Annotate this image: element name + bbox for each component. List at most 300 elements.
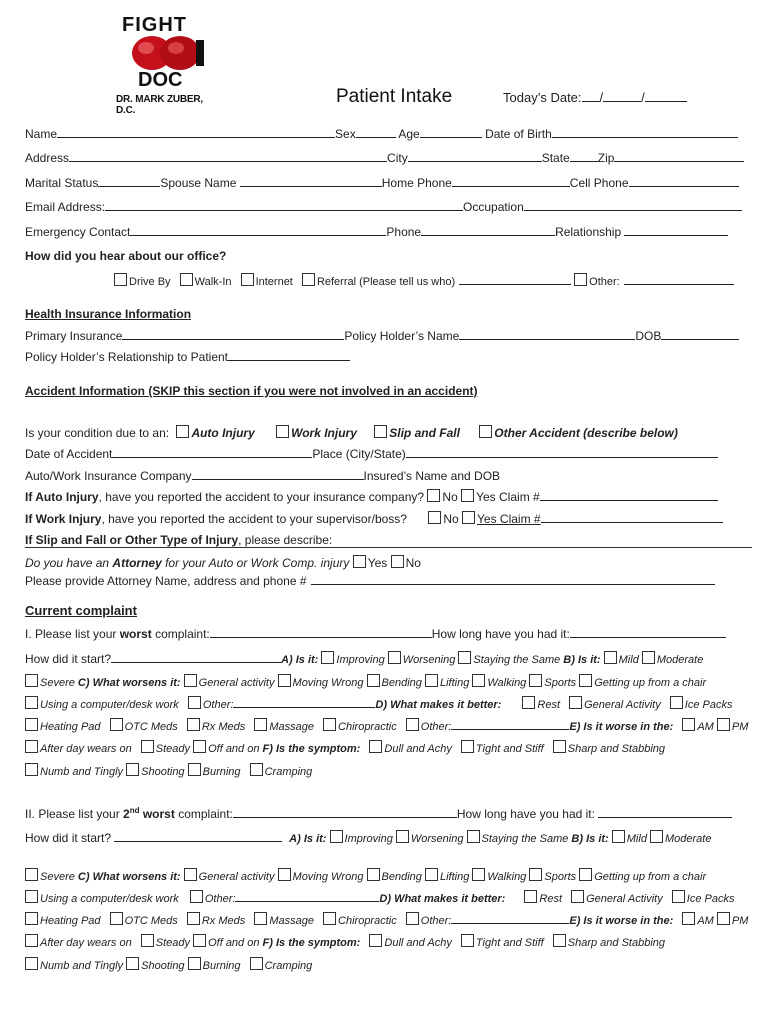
row-auto-reported — [25, 489, 752, 507]
c1-b3: Heating Pad — [40, 721, 101, 733]
accident-date-field[interactable] — [112, 446, 312, 458]
state-field[interactable] — [570, 150, 598, 162]
holder-rel-label: Policy Holder’s Relationship to Patient — [25, 350, 228, 364]
c2-steady-checkbox[interactable] — [141, 934, 154, 947]
c2-improving-checkbox[interactable] — [330, 830, 343, 843]
work-b-label: If Work Injury — [25, 512, 102, 526]
referral-label: Referral (Please tell us who) — [316, 276, 456, 288]
drive-by-label: Drive By — [129, 276, 171, 288]
c1-improving: Improving — [336, 654, 385, 666]
occupation-field[interactable] — [524, 199, 742, 211]
c1-severe-checkbox[interactable] — [25, 674, 38, 687]
c2-w0: General activity — [198, 871, 275, 883]
c1-walking-checkbox[interactable] — [472, 674, 485, 687]
c2-other-worsens-field[interactable] — [235, 890, 379, 902]
internet-label: Internet — [255, 276, 293, 288]
c2-lifting-checkbox[interactable] — [425, 868, 438, 881]
c2-w2: Bending — [381, 871, 422, 883]
date-year-field[interactable] — [645, 90, 687, 102]
row-c1-list — [25, 626, 752, 644]
c2-other-b: Other: — [420, 915, 452, 927]
c2-same-checkbox[interactable] — [467, 830, 480, 843]
c1-w2: Bending — [381, 677, 422, 689]
date-day-field[interactable] — [603, 90, 641, 102]
c1-other-worsens-checkbox[interactable] — [188, 696, 201, 709]
row-c1-better — [25, 696, 752, 714]
c2-e-worse: E) Is it worse in the: — [569, 915, 674, 927]
c2-s5: Burning — [202, 960, 241, 972]
c1-b0: Rest — [537, 699, 561, 711]
c2-2: 2 — [123, 807, 130, 821]
c2-shooting-checkbox[interactable] — [126, 957, 139, 970]
c2-w3: Lifting — [439, 871, 470, 883]
row-c1-symptom2 — [25, 763, 752, 781]
c2-b-is-it: B) Is it: — [571, 833, 609, 845]
c2-pm: PM — [731, 915, 749, 927]
c2-after-day: After day wears on — [40, 937, 132, 949]
c1-cramping-checkbox[interactable] — [250, 763, 263, 776]
logo-line1: FIGHT — [122, 14, 187, 36]
boxing-gloves-icon — [130, 34, 204, 72]
c1-pre: I. Please list your — [25, 627, 120, 641]
auto-q-label: , have you reported the accident to your insurance company? — [98, 490, 425, 504]
sex-label: Sex — [335, 127, 356, 141]
c2-worst: worst — [139, 807, 175, 821]
cell-phone-label: Cell Phone — [569, 176, 629, 190]
other-accident-label: Other Accident (describe below) — [494, 426, 678, 440]
age-label: Age — [398, 127, 420, 141]
c2-complaint-field[interactable] — [233, 806, 457, 818]
zip-label: Zip — [597, 151, 615, 165]
c2-s2: Sharp and Stabbing — [567, 937, 666, 949]
c2-bending-checkbox[interactable] — [367, 868, 380, 881]
marital-field[interactable] — [98, 175, 160, 187]
row-work-reported — [25, 511, 752, 529]
row-accident-company — [25, 468, 752, 486]
row-attorney-info — [25, 573, 752, 591]
attorney-no-checkbox[interactable] — [391, 555, 404, 568]
c2-mild-checkbox[interactable] — [612, 830, 625, 843]
row-accident-date — [25, 446, 752, 464]
c2-worsening-checkbox[interactable] — [396, 830, 409, 843]
phone-field[interactable] — [421, 224, 555, 236]
phone-label: Phone — [386, 225, 422, 239]
c2-pre: II. Please list your — [25, 807, 124, 821]
age-field[interactable] — [420, 126, 482, 138]
primary-label: Primary Insurance — [25, 329, 123, 343]
c1-complaint-field[interactable] — [210, 626, 432, 638]
c2-same: Staying the Same — [481, 833, 569, 845]
c2-steady: Steady — [155, 937, 191, 949]
c2-other-worsens-checkbox[interactable] — [190, 890, 203, 903]
c1-otc-checkbox[interactable] — [110, 718, 123, 731]
c2-mild: Mild — [626, 833, 647, 845]
attorney-no-label: No — [405, 556, 421, 570]
c2-cramping-checkbox[interactable] — [250, 957, 263, 970]
c1-b4: OTC Meds — [124, 721, 178, 733]
c1-how-long-field[interactable] — [570, 626, 726, 638]
c2-sharp-checkbox[interactable] — [553, 934, 566, 947]
c1-b5: Rx Meds — [201, 721, 246, 733]
city-label: City — [387, 151, 408, 165]
c1-worst: worst — [119, 627, 152, 641]
c2-off-on-checkbox[interactable] — [193, 934, 206, 947]
work-no-checkbox[interactable] — [428, 511, 441, 524]
c2-moderate: Moderate — [665, 833, 712, 845]
logo-line3: DR. MARK ZUBER, D.C. — [116, 94, 203, 116]
c2-s3: Numb and Tingly — [40, 960, 124, 972]
c1-b7: Chiropractic — [338, 721, 397, 733]
row-name — [25, 126, 752, 144]
c1-after-day-checkbox[interactable] — [25, 740, 38, 753]
auto-yes-label: Yes Claim # — [476, 490, 540, 504]
c2-s6: Cramping — [264, 960, 313, 972]
c1-s6: Cramping — [264, 766, 313, 778]
c2-d-better: D) What makes it better: — [379, 893, 506, 905]
place-field[interactable] — [406, 446, 718, 458]
other-checkbox[interactable] — [574, 273, 587, 286]
due-label: Is your condition due to an: — [25, 426, 170, 440]
c2-b1: General Activity — [586, 893, 663, 905]
auto-yes-checkbox[interactable] — [461, 489, 474, 502]
c2-s1: Tight and Stiff — [475, 937, 544, 949]
holder-rel-field[interactable] — [228, 349, 350, 361]
c2-f-symptom: F) Is the symptom: — [262, 937, 361, 949]
insurance-heading: Health Insurance Information — [25, 307, 192, 321]
c1-moderate: Moderate — [656, 654, 704, 666]
c1-c-worsens: C) What worsens it: — [77, 677, 181, 689]
c1-other-better-checkbox[interactable] — [406, 718, 419, 731]
other-label: Other: — [589, 276, 620, 288]
c2-moving-wrong-checkbox[interactable] — [278, 868, 291, 881]
c1-same-checkbox[interactable] — [458, 651, 471, 664]
c1-e-worse: E) Is it worse in the: — [569, 721, 674, 733]
dob-label: Date of Birth — [485, 127, 552, 141]
referral-checkbox[interactable] — [302, 273, 315, 286]
c2-tight-checkbox[interactable] — [461, 934, 474, 947]
work-injury-label: Work Injury — [291, 426, 357, 440]
c1-off-on: Off and on — [208, 743, 260, 755]
row-c1-start — [25, 651, 752, 669]
row-c2-start — [25, 830, 752, 848]
row-c2-list — [25, 806, 752, 824]
c2-burning-checkbox[interactable] — [188, 957, 201, 970]
c2-improving: Improving — [344, 833, 393, 845]
c2-how-start-field[interactable] — [114, 830, 282, 842]
c2-after-day-checkbox[interactable] — [25, 934, 38, 947]
accident-date-label: Date of Accident — [25, 447, 113, 461]
auto-no-checkbox[interactable] — [427, 489, 440, 502]
c1-same: Staying the Same — [473, 654, 561, 666]
c1-other-worsens-field[interactable] — [233, 696, 375, 708]
c1-how-start: How did it start? — [25, 652, 112, 666]
todays-date-label: Today’s Date: — [503, 90, 582, 105]
work-claim-field[interactable] — [541, 511, 723, 523]
relationship-field[interactable] — [624, 224, 728, 236]
c2-massage-checkbox[interactable] — [254, 912, 267, 925]
cell-phone-field[interactable] — [629, 175, 739, 187]
c1-w6: Getting up from a chair — [594, 677, 707, 689]
accident-heading: Accident Information (SKIP this section if you were not involved in an accident) — [25, 384, 478, 398]
c1-moving-wrong-checkbox[interactable] — [278, 674, 291, 687]
row-c2-better2 — [25, 912, 752, 930]
row-slip-describe — [25, 533, 752, 551]
c2-w5: Sports — [544, 871, 577, 883]
c1-steady-checkbox[interactable] — [141, 740, 154, 753]
c1-d-better: D) What makes it better: — [375, 699, 502, 711]
c1-s1: Tight and Stiff — [475, 743, 544, 755]
dob-field[interactable] — [552, 126, 738, 138]
other-field[interactable] — [624, 273, 734, 285]
c1-lifting-checkbox[interactable] — [425, 674, 438, 687]
c2-b2: Ice Packs — [686, 893, 735, 905]
c2-other: Other: — [204, 893, 236, 905]
todays-date — [503, 90, 687, 105]
auto-injury-checkbox[interactable] — [176, 425, 189, 438]
ins-dob-field[interactable] — [661, 328, 739, 340]
c2-rest-checkbox[interactable] — [524, 890, 537, 903]
c2-walking-checkbox[interactable] — [472, 868, 485, 881]
company-field[interactable] — [192, 468, 364, 480]
home-phone-field[interactable] — [452, 175, 570, 187]
c1-steady: Steady — [155, 743, 191, 755]
c2-dull-checkbox[interactable] — [369, 934, 382, 947]
c1-off-on-checkbox[interactable] — [193, 740, 206, 753]
row-emergency — [25, 224, 752, 242]
c2-getting-up-checkbox[interactable] — [579, 868, 592, 881]
slip-b-label: If Slip and Fall or Other Type of Injury — [25, 533, 239, 547]
c2-other-better-checkbox[interactable] — [406, 912, 419, 925]
c1-gen-act-checkbox[interactable] — [569, 696, 582, 709]
walk-in-label: Walk-In — [194, 276, 232, 288]
holder-label: Policy Holder’s Name — [344, 329, 460, 343]
address-label: Address — [25, 151, 70, 165]
c2-severe-checkbox[interactable] — [25, 868, 38, 881]
c1-sports-checkbox[interactable] — [529, 674, 542, 687]
c2-b4: OTC Meds — [124, 915, 178, 927]
c1-am: AM — [697, 721, 714, 733]
c1-b-is-it: B) Is it: — [563, 654, 601, 666]
c1-pm-checkbox[interactable] — [717, 718, 730, 731]
row-hear-options — [114, 273, 752, 291]
internet-checkbox[interactable] — [241, 273, 254, 286]
row-accident-types — [25, 425, 752, 443]
c2-sports-checkbox[interactable] — [529, 868, 542, 881]
c1-w0: General activity — [198, 677, 275, 689]
c1-other: Other: — [202, 699, 234, 711]
c1-heating-checkbox[interactable] — [25, 718, 38, 731]
c1-after-day: After day wears on — [40, 743, 132, 755]
c1-shooting-checkbox[interactable] — [126, 763, 139, 776]
name-field[interactable] — [57, 126, 335, 138]
c1-sharp-checkbox[interactable] — [553, 740, 566, 753]
c1-b1: General Activity — [584, 699, 661, 711]
c2-moderate-checkbox[interactable] — [650, 830, 663, 843]
c2-nd: nd — [129, 806, 140, 815]
c1-worsening: Worsening — [402, 654, 456, 666]
c2-s0: Dull and Achy — [384, 937, 452, 949]
c2-am-checkbox[interactable] — [682, 912, 695, 925]
c1-massage-checkbox[interactable] — [254, 718, 267, 731]
c2-numb-checkbox[interactable] — [25, 957, 38, 970]
row-c1-better2 — [25, 718, 752, 736]
c1-am-checkbox[interactable] — [682, 718, 695, 731]
c1-b6: Massage — [269, 721, 314, 733]
c1-rest-checkbox[interactable] — [522, 696, 535, 709]
c2-w1: Moving Wrong — [292, 871, 364, 883]
c2-c-worsens: C) What worsens it: — [77, 871, 181, 883]
c2-pm-checkbox[interactable] — [717, 912, 730, 925]
c1-ice-checkbox[interactable] — [670, 696, 683, 709]
slip-describe-line[interactable] — [25, 547, 752, 548]
c2-worsening: Worsening — [410, 833, 464, 845]
city-field[interactable] — [408, 150, 542, 162]
c2-b3: Heating Pad — [40, 915, 101, 927]
c1-rx-checkbox[interactable] — [187, 718, 200, 731]
ins-dob-label: DOB — [635, 329, 662, 343]
auto-b-label: If Auto Injury — [25, 490, 99, 504]
primary-field[interactable] — [122, 328, 344, 340]
c2-s4: Shooting — [141, 960, 185, 972]
c1-s2: Sharp and Stabbing — [567, 743, 666, 755]
c1-other-better-field[interactable] — [451, 718, 569, 730]
c2-how-start: How did it start? — [25, 831, 112, 845]
c1-post: complaint: — [151, 627, 210, 641]
c1-s3: Numb and Tingly — [40, 766, 124, 778]
c2-w4: Walking — [487, 871, 527, 883]
c1-getting-up-checkbox[interactable] — [579, 674, 592, 687]
row-email — [25, 199, 752, 217]
marital-label: Marital Status — [25, 176, 99, 190]
row-c2-better — [25, 890, 752, 908]
emergency-field[interactable] — [130, 224, 386, 236]
emergency-label: Emergency Contact — [25, 225, 131, 239]
c1-burning-checkbox[interactable] — [188, 763, 201, 776]
c1-w5: Sports — [544, 677, 577, 689]
c1-mild-checkbox[interactable] — [604, 651, 617, 664]
attorney-info-field[interactable] — [311, 573, 715, 585]
c1-s0: Dull and Achy — [384, 743, 452, 755]
c1-w3: Lifting — [439, 677, 470, 689]
drive-by-checkbox[interactable] — [114, 273, 127, 286]
c2-b0: Rest — [539, 893, 563, 905]
c1-computer-checkbox[interactable] — [25, 696, 38, 709]
spouse-label: Spouse Name — [160, 176, 237, 190]
c1-other-b: Other: — [420, 721, 452, 733]
attorney-q2: for your Auto or Work Comp. injury — [161, 556, 350, 570]
date-month-field[interactable] — [582, 90, 600, 102]
attorney-yes-label: Yes — [367, 556, 388, 570]
attorney-q1: Do you have an — [25, 556, 113, 570]
holder-field[interactable] — [459, 328, 635, 340]
c2-b7: Chiropractic — [338, 915, 397, 927]
relationship-label: Relationship — [555, 225, 622, 239]
date-sep: / — [599, 90, 604, 105]
slip-q-label: , please describe: — [238, 533, 333, 547]
c1-b2: Ice Packs — [684, 699, 733, 711]
c2-b6: Massage — [269, 915, 314, 927]
c1-bending-checkbox[interactable] — [367, 674, 380, 687]
c2-off-on: Off and on — [208, 937, 260, 949]
c2-ice-checkbox[interactable] — [672, 890, 685, 903]
c1-mild: Mild — [618, 654, 639, 666]
slip-fall-checkbox[interactable] — [374, 425, 387, 438]
c2-heating-checkbox[interactable] — [25, 912, 38, 925]
c2-gen-act-checkbox[interactable] — [571, 890, 584, 903]
c2-chiro-checkbox[interactable] — [323, 912, 336, 925]
c1-w1: Moving Wrong — [292, 677, 364, 689]
hear-question: How did you hear about our office? — [25, 249, 227, 263]
c1-pm: PM — [731, 721, 749, 733]
c2-computer-checkbox[interactable] — [25, 890, 38, 903]
fight-doc-logo — [108, 14, 223, 116]
home-phone-label: Home Phone — [381, 176, 452, 190]
work-yes-checkbox[interactable] — [462, 511, 475, 524]
row-c1-symptom — [25, 740, 752, 758]
c2-rx-checkbox[interactable] — [187, 912, 200, 925]
c1-moderate-checkbox[interactable] — [642, 651, 655, 664]
attorney-yes-checkbox[interactable] — [353, 555, 366, 568]
c1-w7: Using a computer/desk work — [40, 699, 179, 711]
c1-improving-checkbox[interactable] — [321, 651, 334, 664]
row-c2-symptom — [25, 934, 752, 952]
c1-severe: Severe — [40, 677, 75, 689]
c1-general-activity-checkbox[interactable] — [184, 674, 197, 687]
row-holder-rel — [25, 349, 752, 367]
c1-s4: Shooting — [141, 766, 185, 778]
company-label: Auto/Work Insurance Company — [25, 469, 192, 483]
c1-f-symptom: F) Is the symptom: — [262, 743, 361, 755]
address-field[interactable] — [69, 150, 387, 162]
c2-severe: Severe — [40, 871, 75, 883]
zip-field[interactable] — [614, 150, 744, 162]
page-title: Patient Intake — [336, 86, 453, 107]
c1-tight-checkbox[interactable] — [461, 740, 474, 753]
place-label: Place (City/State) — [312, 447, 406, 461]
other-accident-checkbox[interactable] — [479, 425, 492, 438]
state-label: State — [541, 151, 570, 165]
row-primary — [25, 328, 752, 346]
name-label: Name — [25, 127, 58, 141]
row-address — [25, 150, 752, 168]
c2-how-long-field[interactable] — [598, 806, 732, 818]
auto-claim-field[interactable] — [540, 489, 718, 501]
c2-otc-checkbox[interactable] — [110, 912, 123, 925]
c2-other-better-field[interactable] — [451, 912, 569, 924]
work-injury-checkbox[interactable] — [276, 425, 289, 438]
c1-how-start-field[interactable] — [111, 651, 281, 663]
occupation-label: Occupation — [463, 200, 524, 214]
c2-is-it: A) Is it: — [289, 833, 327, 845]
c1-numb-checkbox[interactable] — [25, 763, 38, 776]
auto-injury-label: Auto Injury — [191, 426, 255, 440]
spouse-field[interactable] — [240, 175, 382, 187]
email-label: Email Address: — [25, 200, 106, 214]
referral-field[interactable] — [459, 273, 571, 285]
c1-w4: Walking — [487, 677, 527, 689]
c2-general-activity-checkbox[interactable] — [184, 868, 197, 881]
c1-dull-checkbox[interactable] — [369, 740, 382, 753]
c2-b5: Rx Meds — [201, 915, 246, 927]
row-c1-worsens — [25, 674, 752, 692]
c1-is-it: A) Is it: — [281, 654, 319, 666]
c1-chiro-checkbox[interactable] — [323, 718, 336, 731]
row-c2-worsens — [25, 868, 752, 886]
sex-field[interactable] — [356, 126, 396, 138]
walk-in-checkbox[interactable] — [180, 273, 193, 286]
c1-worsening-checkbox[interactable] — [388, 651, 401, 664]
email-field[interactable] — [105, 199, 463, 211]
